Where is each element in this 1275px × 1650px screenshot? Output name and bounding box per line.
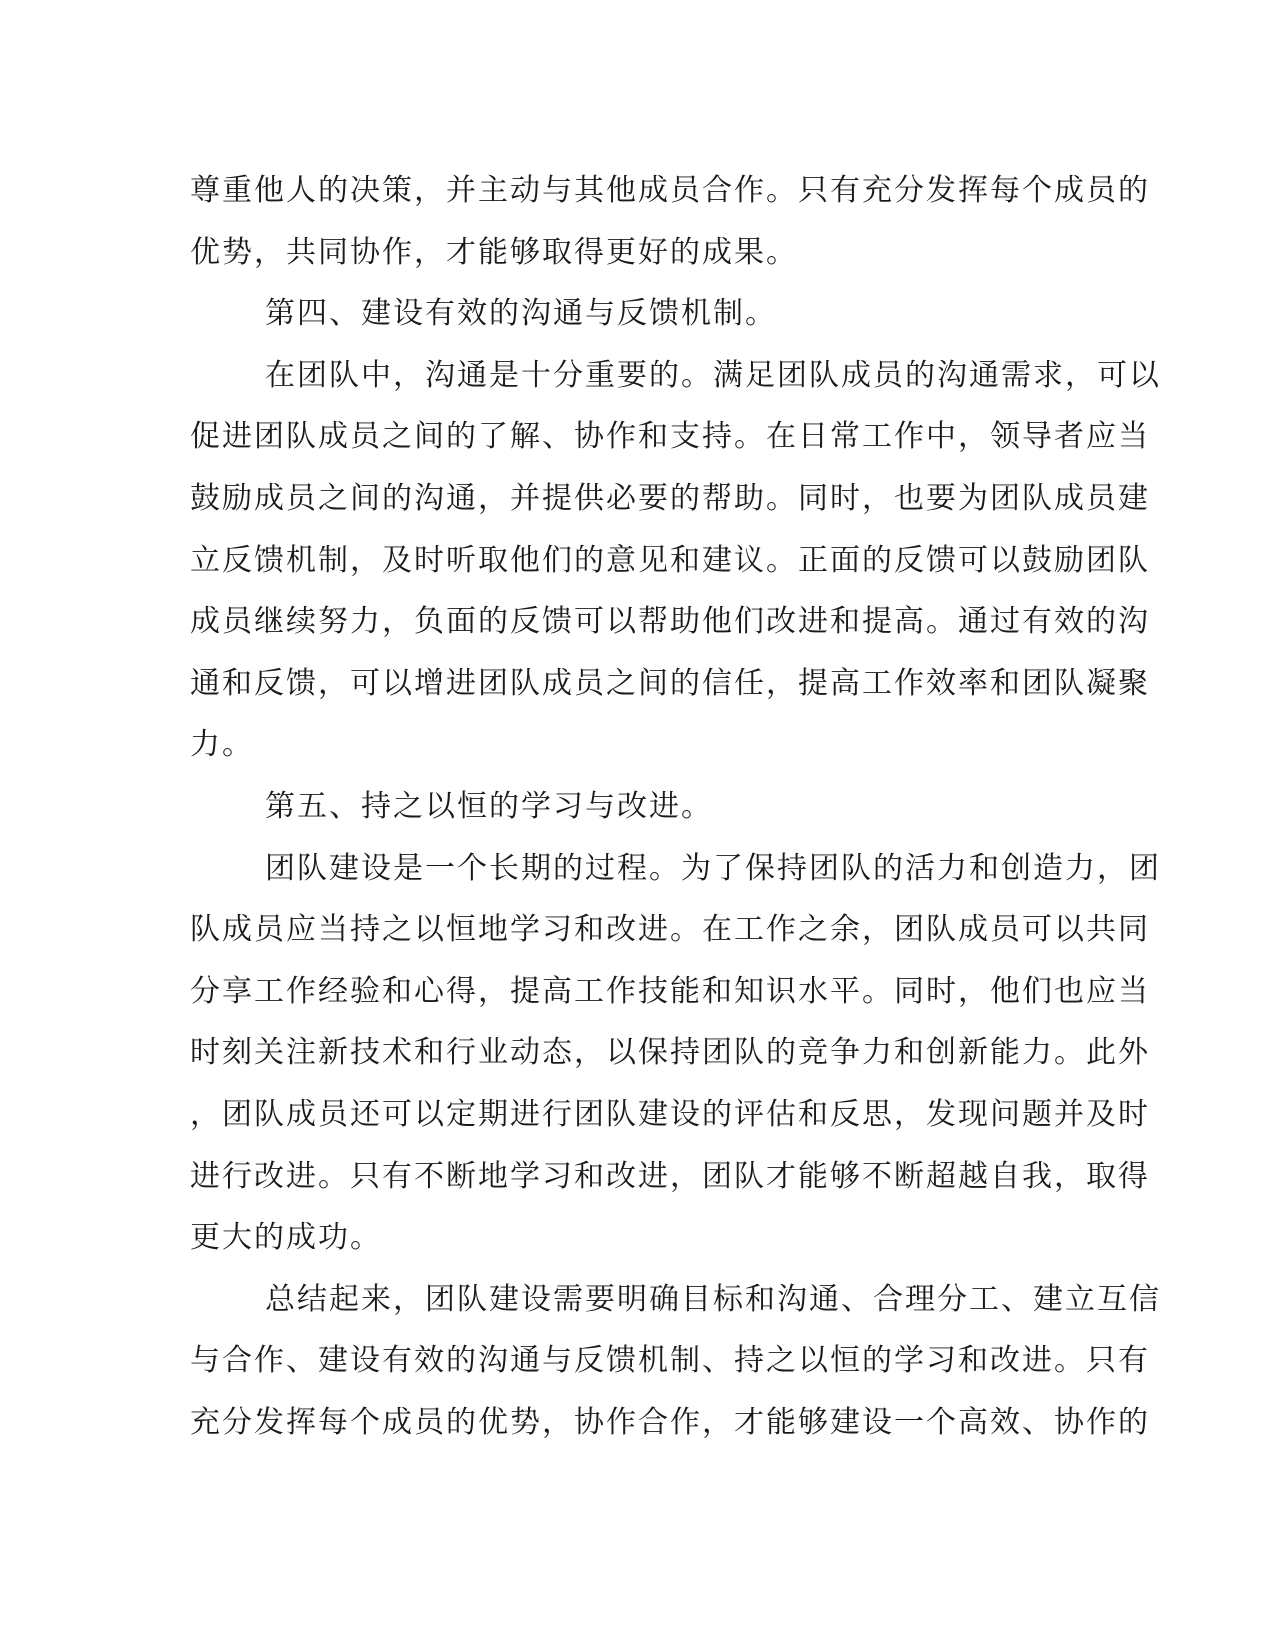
text-line: 进行改进。只有不断地学习和改进，团队才能够不断超越自我，取得	[190, 1158, 1150, 1194]
text-line: 总结起来，团队建设需要明确目标和沟通、合理分工、建立互信	[265, 1281, 1161, 1317]
text-line: 时刻关注新技术和行业动态，以保持团队的竞争力和创新能力。此外	[190, 1035, 1150, 1071]
text-line: 分享工作经验和心得，提高工作技能和知识水平。同时，他们也应当	[190, 973, 1150, 1009]
text-line: 队成员应当持之以恒地学习和改进。在工作之余，团队成员可以共同	[190, 912, 1150, 948]
text-line: 充分发挥每个成员的优势，协作合作，才能够建设一个高效、协作的	[190, 1404, 1150, 1440]
text-line: 优势，共同协作，才能够取得更好的成果。	[190, 234, 798, 270]
text-line: 在团队中，沟通是十分重要的。满足团队成员的沟通需求，可以	[265, 357, 1161, 393]
text-line: 成员继续努力，负面的反馈可以帮助他们改进和提高。通过有效的沟	[190, 604, 1150, 640]
text-line: 与合作、建设有效的沟通与反馈机制、持之以恒的学习和改进。只有	[190, 1343, 1150, 1379]
text-line: ，团队成员还可以定期进行团队建设的评估和反思，发现问题并及时	[190, 1096, 1150, 1132]
text-line: 尊重他人的决策，并主动与其他成员合作。只有充分发挥每个成员的	[190, 173, 1150, 208]
section-heading: 第四、建设有效的沟通与反馈机制。	[265, 296, 777, 332]
body-text	[190, 160, 1161, 1453]
text-line: 更大的成功。	[190, 1220, 382, 1256]
text-line: 鼓励成员之间的沟通，并提供必要的帮助。同时，也要为团队成员建	[190, 480, 1150, 516]
section-heading: 第五、持之以恒的学习与改进。	[265, 788, 713, 824]
text-line: 力。	[190, 727, 254, 763]
text-line: 立反馈机制，及时听取他们的意见和建议。正面的反馈可以鼓励团队	[190, 542, 1150, 578]
text-line: 团队建设是一个长期的过程。为了保持团队的活力和创造力，团	[265, 850, 1161, 886]
text-line: 促进团队成员之间的了解、协作和支持。在日常工作中，领导者应当	[190, 419, 1150, 455]
text-line: 通和反馈，可以增进团队成员之间的信任，提高工作效率和团队凝聚	[190, 665, 1150, 701]
